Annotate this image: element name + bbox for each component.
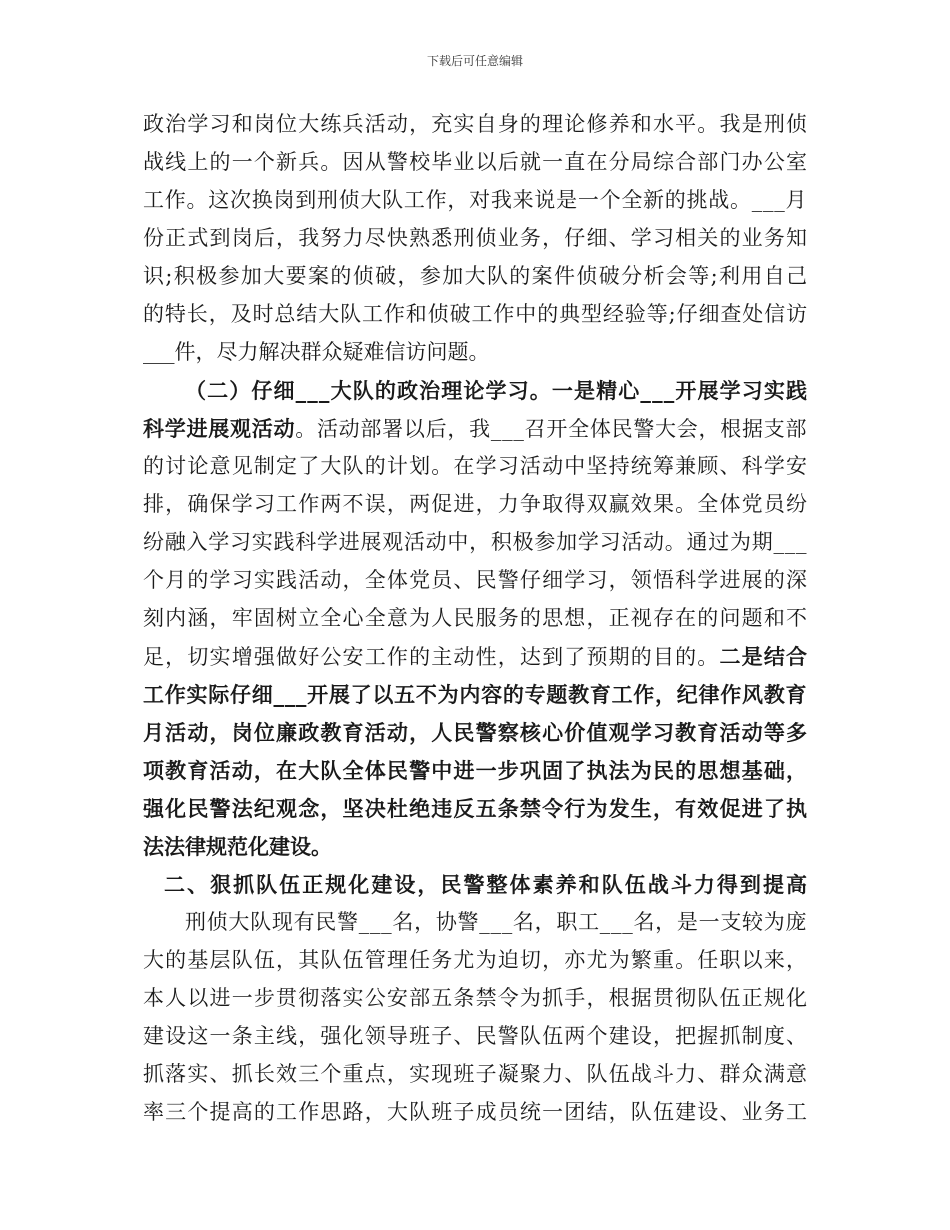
text-line — [185, 380, 808, 404]
page-header: 下载后可任意编辑 — [426, 54, 523, 68]
text-segment: 刻内涵，牢固树立全心全意为人民服务的思想，正视存在的问题和不 — [143, 606, 809, 630]
text-line — [143, 152, 808, 176]
text-line — [143, 532, 807, 556]
text-line — [164, 874, 809, 898]
text-line — [143, 684, 807, 708]
bold-text-segment: 科学进展观活动 — [143, 416, 296, 441]
bold-text-segment: 强化民警法纪观念，坚决杜绝违反五条禁令行为发生，有效促进了执 — [143, 796, 809, 821]
text-segment: 的讨论意见制定了大队的计划。在学习活动中坚持统筹兼顾、科学安 — [143, 454, 809, 478]
text-line — [143, 418, 807, 442]
text-segment: ___件，尽力解决群众疑难信访问题。 — [143, 340, 490, 364]
text-segment: 个月的学习实践活动，全体党员、民警仔细学习，领悟科学进展的深 — [143, 568, 809, 592]
text-segment: 的特长，及时总结大队工作和侦破工作中的典型经验等;仔细查处信访 — [143, 302, 808, 326]
text-segment: 工作。这次换岗到刑侦大队工作，对我来说是一个全新的挑战。___月 — [143, 188, 808, 212]
text-segment: 大的基层队伍，其队伍管理任务尤为迫切，亦尤为繁重。任职以来， — [143, 948, 809, 972]
text-line — [185, 912, 807, 936]
text-line — [143, 228, 808, 252]
text-segment: 份正式到岗后，我努力尽快熟悉刑侦业务，仔细、学习相关的业务知 — [143, 226, 809, 250]
text-line — [143, 1064, 808, 1088]
text-line — [143, 1026, 808, 1050]
bold-text-segment: 工作实际仔细___开展了以五不为内容的专题教育工作，纪律作风教育 — [143, 682, 808, 707]
text-line — [143, 456, 808, 480]
text-line — [143, 342, 490, 366]
text-line — [143, 988, 808, 1012]
text-segment: 抓落实、抓长效三个重点，实现班子凝聚力、队伍战斗力、群众满意 — [143, 1062, 809, 1086]
text-line — [143, 114, 808, 138]
text-line — [143, 760, 808, 784]
text-line — [143, 722, 808, 746]
text-segment: 率三个提高的工作思路，大队班子成员统一团结，队伍建设、业务工 — [143, 1100, 809, 1124]
text-line — [143, 608, 808, 632]
bold-text-segment: 月活动，岗位廉政教育活动，人民警察核心价值观学习教育活动等多 — [143, 720, 809, 745]
text-segment: 纷融入学习实践科学进展观活动中，积极参加学习活动。通过为期___ — [143, 530, 808, 554]
bold-text-segment: 二是结合 — [719, 644, 809, 669]
text-line — [143, 798, 808, 822]
bold-text-segment: （二）仔细___大队的政治理论学习。一是精心___开展学习实践 — [185, 378, 809, 403]
text-segment: 识;积极参加大要案的侦破，参加大队的案件侦破分析会等;利用自己 — [143, 264, 809, 288]
bold-text-segment: 二、狠抓队伍正规化建设，民警整体素养和队伍战斗力得到提高 — [164, 872, 810, 897]
text-segment: 刑侦大队现有民警___名，协警___名，职工___名，是一支较为庞 — [185, 910, 808, 934]
text-segment: 排，确保学习工作两不误，两促进，力争取得双赢效果。全体党员纷 — [143, 492, 809, 516]
text-line — [143, 570, 808, 594]
text-segment: 政治学习和岗位大练兵活动，充实自身的理论修养和水平。我是刑侦 — [143, 112, 809, 136]
text-segment: 足，切实增强做好公安工作的主动性，达到了预期的目的。 — [143, 645, 720, 669]
text-line — [143, 836, 332, 860]
bold-text-segment: 项教育活动，在大队全体民警中进一步巩固了执法为民的思想基础， — [143, 758, 809, 783]
text-segment: 本人以进一步贯彻落实公安部五条禁令为抓手，根据贯彻队伍正规化 — [143, 986, 809, 1010]
text-line — [143, 1102, 808, 1126]
text-line — [143, 494, 808, 518]
text-segment: 战线上的一个新兵。因从警校毕业以后就一直在分局综合部门办公室 — [143, 150, 809, 174]
text-line — [143, 950, 808, 974]
text-segment: 建设这一条主线，强化领导班子、民警队伍两个建设，把握抓制度、 — [143, 1024, 809, 1048]
text-segment: 。活动部署以后，我___召开全体民警大会，根据支部 — [295, 417, 808, 441]
bold-text-segment: 法法律规范化建设。 — [143, 834, 332, 859]
text-line — [143, 646, 808, 670]
text-line — [143, 190, 807, 214]
text-line — [143, 304, 808, 328]
text-line — [143, 266, 809, 290]
